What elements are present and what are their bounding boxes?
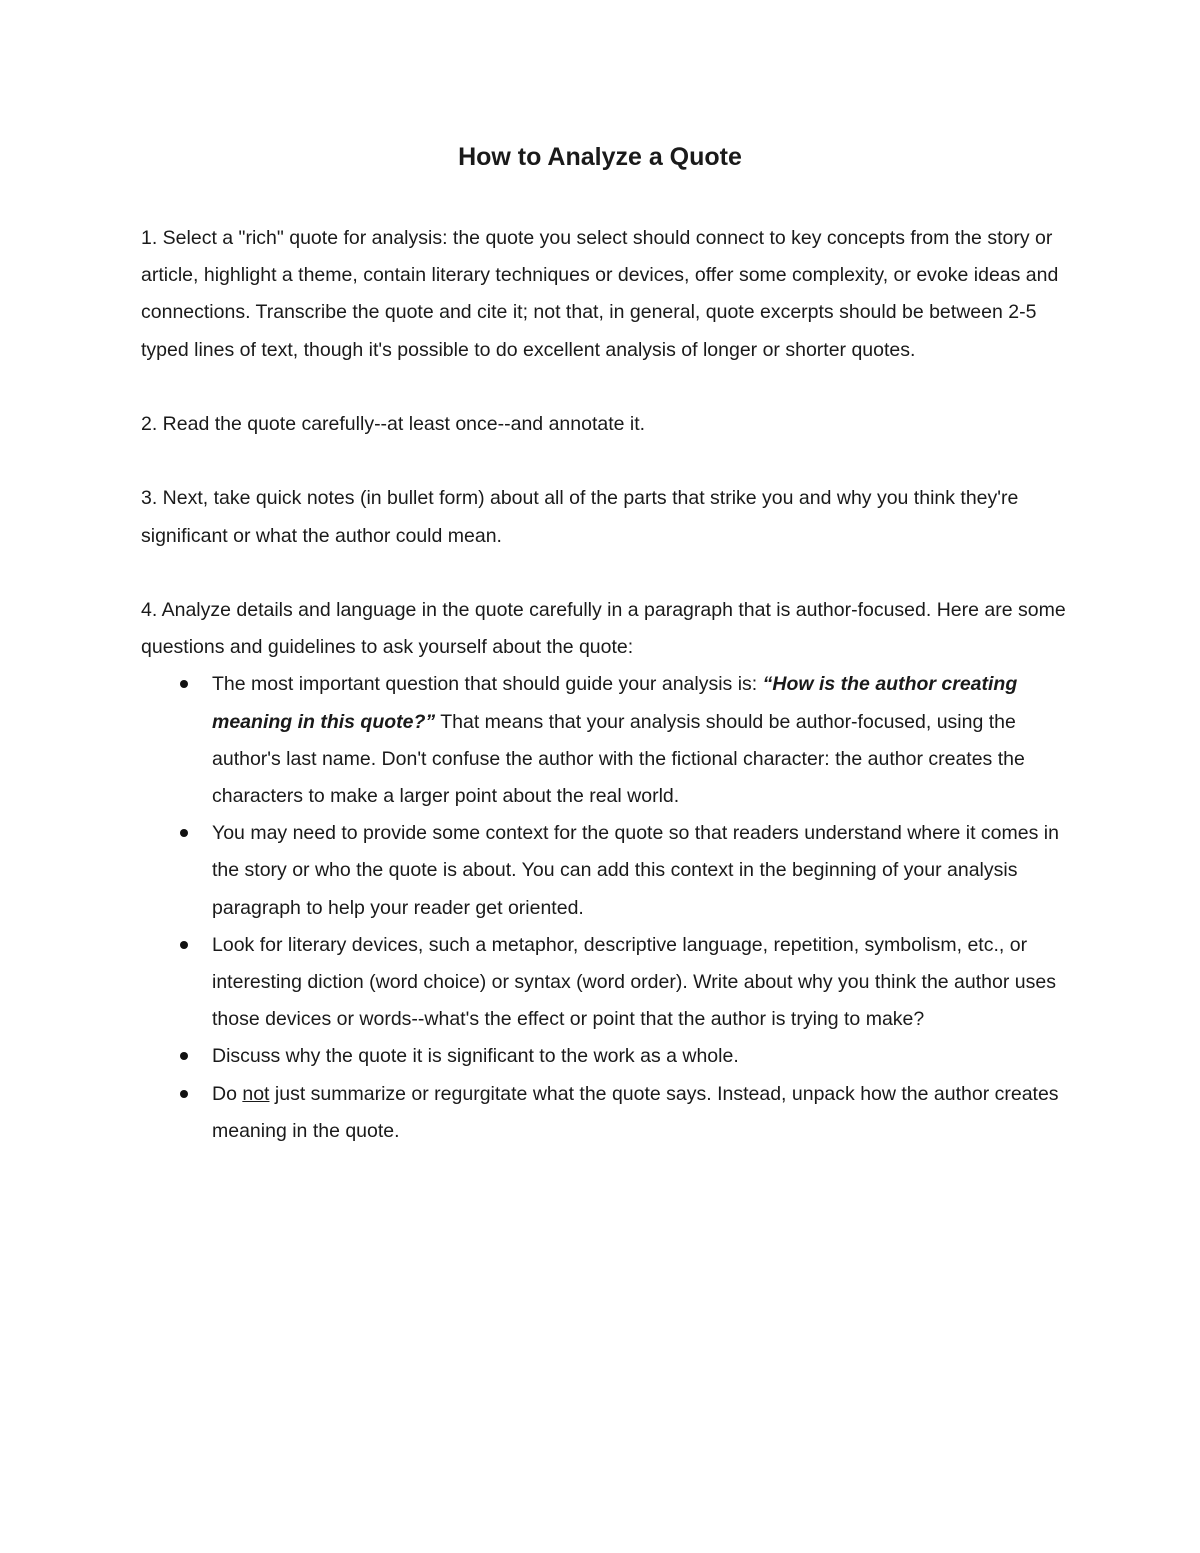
list-item (141, 815, 1071, 927)
list-item (141, 1038, 1071, 1075)
bullet-icon (180, 941, 188, 949)
guidelines-list (141, 666, 1071, 1150)
list-item (141, 1076, 1071, 1150)
bullet-text-before: The most important question that should guide your analysis is: (212, 673, 763, 696)
step-1-paragraph: 1. Select a "rich" quote for analysis: the quote you select should connect to key concepts from the story or article, highlight a theme, contain literary techniques or devices, offer some complexity, or evoke ideas and connections. Transcribe the quote and cite it; not that, in general, quote excerpts should be between 2-5 typed lines of text, though it's possible to do excellent analysis of longer or shorter quotes. (141, 227, 1059, 361)
page-title: How to Analyze a Quote (458, 143, 742, 171)
bullet-text-after: just summarize or regurgitate what the quote says. Instead, unpack how the author creates meaning in the quote. (212, 1082, 1059, 1142)
bullet-icon (180, 680, 188, 688)
bullet-text: Look for literary devices, such a metaphor, descriptive language, repetition, symbolism, etc., or interesting diction (word choice) or syntax (word order). Write about why you think the author uses those devices or words--what's the effect or point that the author is trying to make? (212, 933, 1056, 1031)
bullet-text-after: That means that your analysis should be author-focused, using the author's last name. Don't confuse the author with the fictional character: the author creates the characters to make a larger point about the real world. (212, 710, 1025, 807)
bullet-icon (180, 1090, 188, 1098)
step-3-paragraph: 3. Next, take quick notes (in bullet form) about all of the parts that strike you and why you think they're significant or what the author could mean. (141, 487, 1019, 547)
underlined-not: not (242, 1082, 270, 1105)
bullet-text: Discuss why the quote it is significant to the work as a whole. (212, 1045, 739, 1068)
bullet-text: You may need to provide some context for the quote so that readers understand where it comes in the story or who the quote is about. You can add this context in the beginning of your analysis paragraph to help your reader get oriented. (212, 822, 1059, 919)
bullet-icon (180, 1052, 188, 1060)
step-2-paragraph: 2. Read the quote carefully--at least once--and annotate it. (141, 413, 646, 435)
key-question-emphasis: “How is the author creating meaning in this quote?” (212, 673, 1018, 733)
step-4-paragraph: 4. Analyze details and language in the quote carefully in a paragraph that is author-focused. Here are some questions and guidelines to ask yourself about the quote: (141, 598, 1066, 659)
list-item (141, 927, 1071, 1039)
document-body (141, 220, 1071, 1150)
bullet-icon (180, 829, 188, 837)
bullet-text-before: Do (212, 1082, 243, 1105)
list-item (141, 666, 1071, 815)
